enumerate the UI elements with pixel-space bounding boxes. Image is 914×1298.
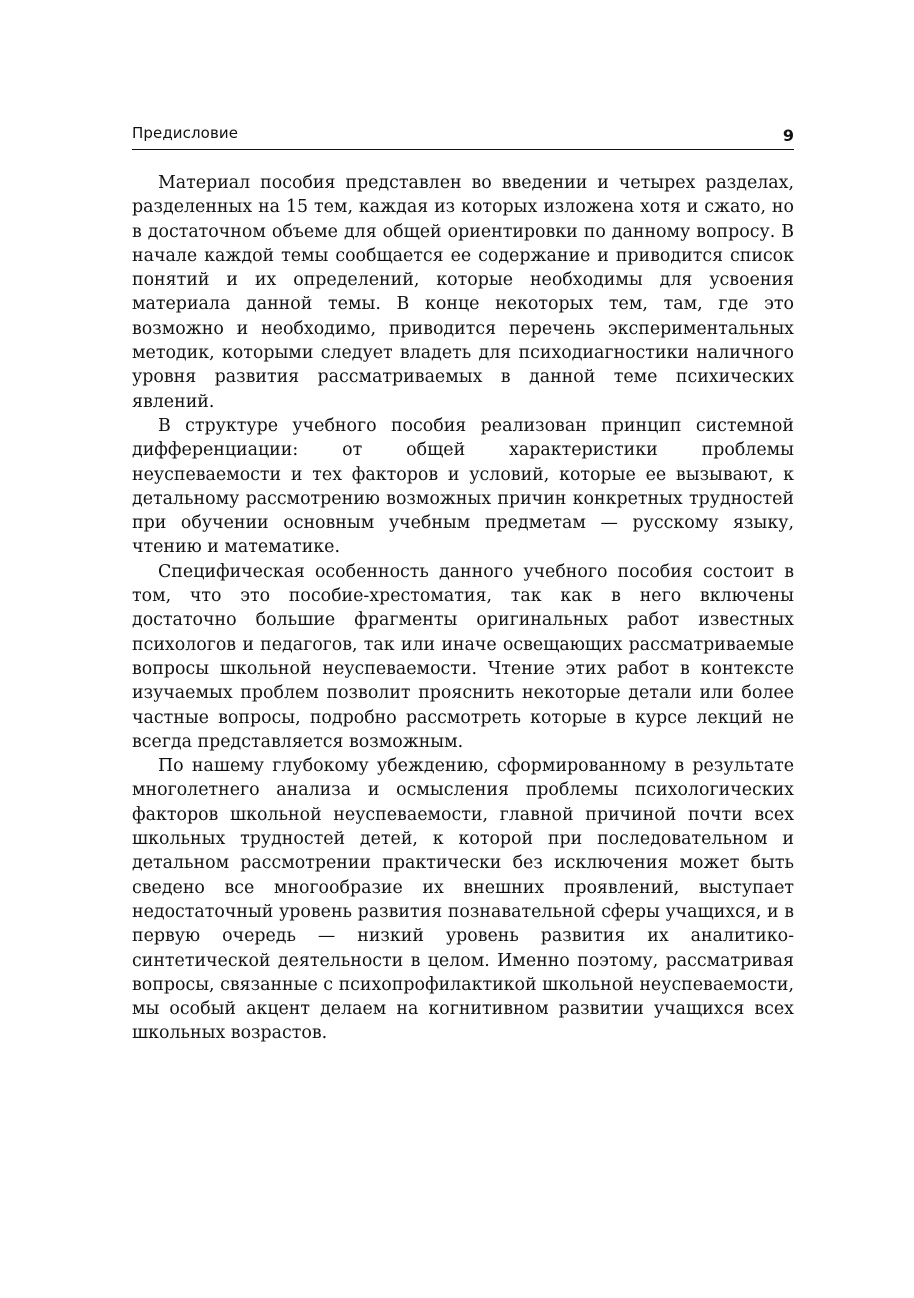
running-header	[132, 123, 794, 150]
paragraph: Специфическая особенность данного учебного пособия состоит в том, что это пособие-хрестоматия, так как в него включены достаточно большие фрагменты оригинальных работ известных психологов и педагогов, так или иначе освещающих рассматриваемые вопросы школьной неуспеваемости. Чтение этих работ в контексте изучаемых проблем позволит прояснить некоторые детали или более частные вопросы, подробно рассмотреть которые в курсе лекций не всегда представляется возможным.	[132, 561, 794, 752]
page-number: 9	[782, 126, 794, 145]
paragraph: В структуре учебного пособия реализован принцип системной дифференциации: от общей характеристики проблемы неуспеваемости и тех факторов и условий, которые ее вызывают, к детальному рассмотрению возможных причин конкретных трудностей при обучении основным учебным предметам — русскому языку, чтению и математике.	[132, 415, 794, 558]
header-section-title: Предисловие	[132, 124, 239, 142]
paragraph: Материал пособия представлен во введении и четырех разделах, разделенных на 15 тем, каждая из которых изложена хотя и сжато, но в достаточном объеме для общей ориентировки по данному вопросу. В начале каждой темы сообщается ее содержание и приводится список понятий и их определений, которые необходимы для усвоения материала данной темы. В конце некоторых тем, там, где это возможно и необходимо, приводится перечень экспериментальных методик, которыми следует владеть для психодиагностики наличного уровня развития рассматриваемых в данной теме психических явлений.	[132, 173, 794, 412]
body-text	[132, 171, 794, 1046]
paragraph: По нашему глубокому убеждению, сформированному в результате многолетнего анализа и осмысления проблемы психологических факторов школьной неуспеваемости, главной причиной почти всех школьных трудностей детей, к которой при последовательном и детальном рассмотрении практически без исключения может быть сведено все многообразие их внешних проявлений, выступает недостаточный уровень развития познавательной сферы учащихся, и в первую очередь — низкий уровень развития их аналитико-синтетической деятельности в целом. Именно поэтому, рассматривая вопросы, связанные с психопрофилактикой школьной неуспеваемости, мы особый акцент делаем на когнитивном развитии учащихся всех школьных возрастов.	[132, 756, 794, 1044]
